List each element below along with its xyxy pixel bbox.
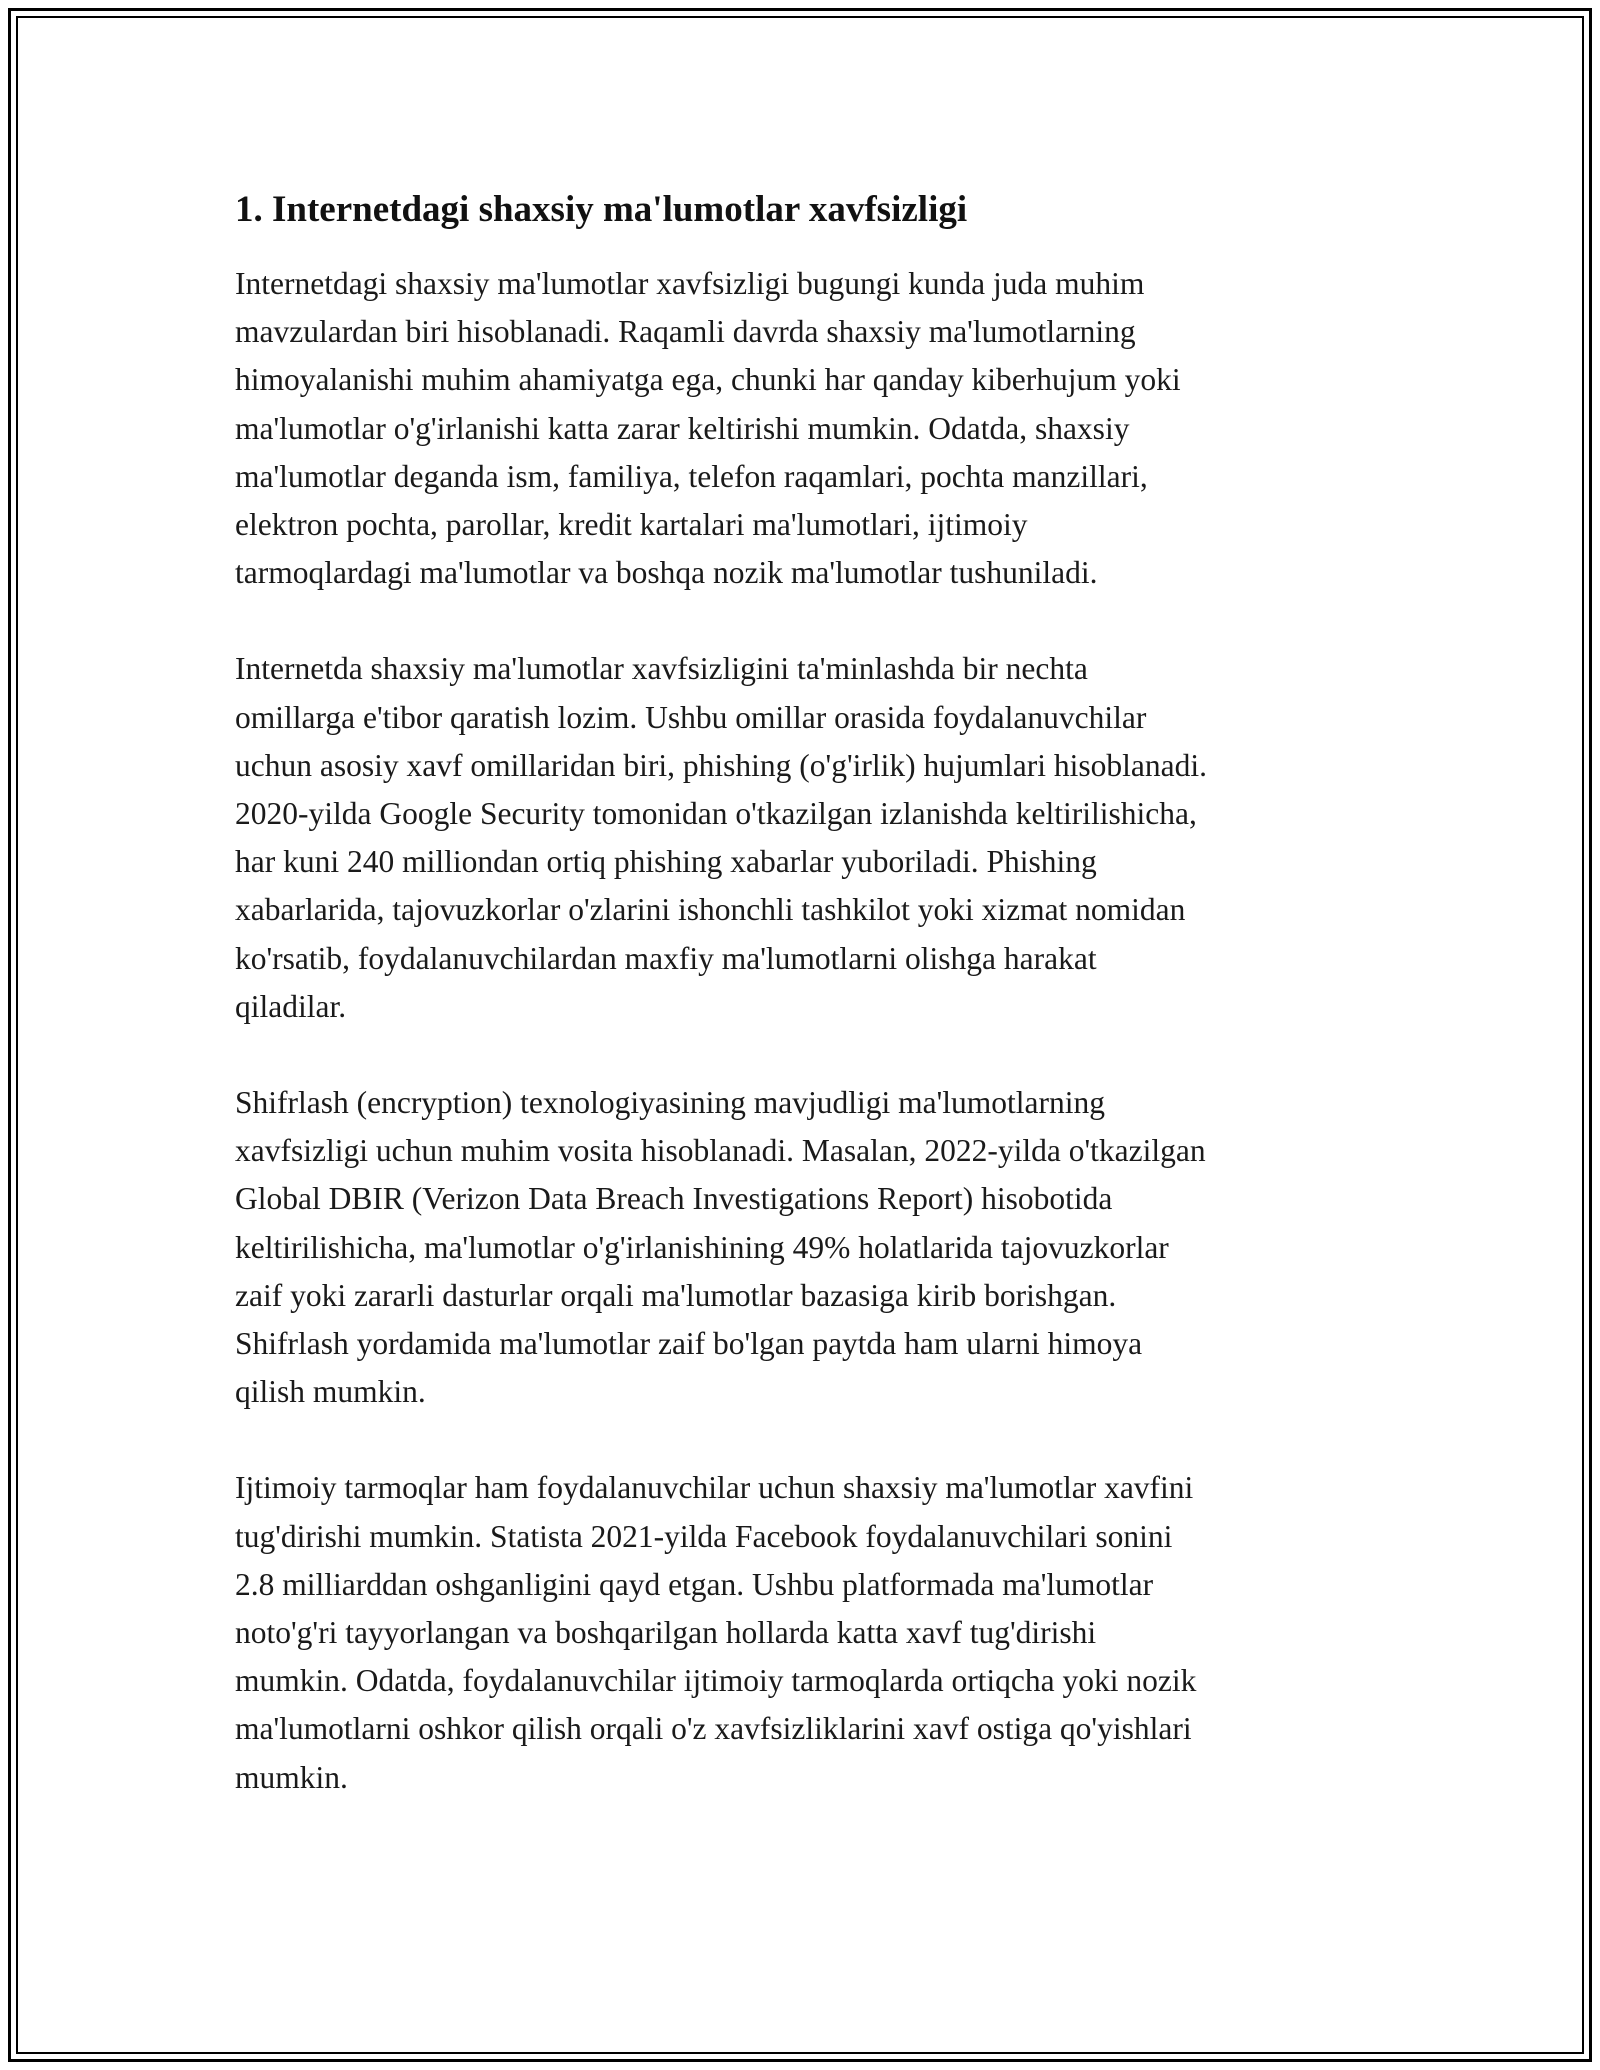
paragraph-line: elektron pochta, parollar, kredit kartalari ma'lumotlari, ijtimoiy: [235, 507, 1028, 543]
paragraph: [235, 1079, 1375, 1416]
paragraph-line: noto'g'ri tayyorlangan va boshqarilgan hollarda katta xavf tug'dirishi: [235, 1615, 1097, 1651]
paragraph: [235, 645, 1375, 1031]
paragraph-line: xabarlarida, tajovuzkorlar o'zlarini ishonchli tashkilot yoki xizmat nomidan: [235, 892, 1186, 928]
paragraph-line: omillarga e'tibor qaratish lozim. Ushbu omillar orasida foydalanuvchilar: [235, 699, 1147, 735]
paragraph-line: har kuni 240 milliondan ortiq phishing xabarlar yuboriladi. Phishing: [235, 844, 1097, 880]
paragraph-line: Shifrlash (encryption) texnologiyasining mavjudligi ma'lumotlarning: [235, 1085, 1106, 1121]
section-heading: 1. Internetdagi shaxsiy ma'lumotlar xavfsizligi: [235, 189, 968, 230]
paragraph-line: uchun asosiy xavf omillaridan biri, phishing (o'g'irlik) hujumlari hisoblanadi.: [235, 747, 1207, 783]
paragraph-line: keltirilishicha, ma'lumotlar o'g'irlanishining 49% holatlarida tajovuzkorlar: [235, 1229, 1169, 1265]
paragraph-line: ma'lumotlarni oshkor qilish orqali o'z xavfsizliklarini xavf ostiga qo'yishlari: [235, 1711, 1192, 1747]
paragraph-line: ko'rsatib, foydalanuvchilardan maxfiy ma'lumotlarni olishga harakat: [235, 940, 1097, 976]
document-body: [235, 186, 1375, 1850]
paragraph-line: Ijtimoiy tarmoqlar ham foydalanuvchilar uchun shaxsiy ma'lumotlar xavfini: [235, 1470, 1194, 1506]
paragraph-line: tug'dirishi mumkin. Statista 2021-yilda Facebook foydalanuvchilari sonini: [235, 1518, 1173, 1554]
paragraph-line: mumkin. Odatda, foydalanuvchilar ijtimoiy tarmoqlarda ortiqcha yoki nozik: [235, 1663, 1197, 1699]
paragraph-line: qilish mumkin.: [235, 1374, 426, 1410]
paragraph-line: 2020-yilda Google Security tomonidan o'tkazilgan izlanishda keltirilishicha,: [235, 796, 1197, 832]
paragraph-line: himoyalanishi muhim ahamiyatga ega, chunki har qanday kiberhujum yoki: [235, 362, 1181, 398]
paragraph-line: ma'lumotlar deganda ism, familiya, telefon raqamlari, pochta manzillari,: [235, 458, 1148, 494]
paragraph-line: ma'lumotlar o'g'irlanishi katta zarar keltirishi mumkin. Odatda, shaxsiy: [235, 410, 1130, 446]
paragraph-line: xavfsizligi uchun muhim vosita hisoblanadi. Masalan, 2022-yilda o'tkazilgan: [235, 1133, 1206, 1169]
paragraph-line: Internetda shaxsiy ma'lumotlar xavfsizligini ta'minlashda bir nechta: [235, 651, 1088, 687]
paragraph-line: qiladilar.: [235, 988, 347, 1024]
paragraph: [235, 1464, 1375, 1801]
paragraph: [235, 260, 1375, 597]
paragraph-line: mavzulardan biri hisoblanadi. Raqamli davrda shaxsiy ma'lumotlarning: [235, 314, 1136, 350]
paragraph-line: Global DBIR (Verizon Data Breach Investigations Report) hisobotida: [235, 1181, 1113, 1217]
paragraph-line: tarmoqlardagi ma'lumotlar va boshqa nozik ma'lumotlar tushuniladi.: [235, 555, 1098, 591]
paragraph-list: [235, 260, 1375, 1802]
paragraph-line: Internetdagi shaxsiy ma'lumotlar xavfsizligi bugungi kunda juda muhim: [235, 266, 1145, 301]
paragraph-line: 2.8 milliarddan oshganligini qayd etgan. Ushbu platformada ma'lumotlar: [235, 1566, 1154, 1602]
paragraph-line: Shifrlash yordamida ma'lumotlar zaif bo'lgan paytda ham ularni himoya: [235, 1326, 1143, 1362]
paragraph-line: mumkin.: [235, 1759, 348, 1795]
paragraph-line: zaif yoki zararli dasturlar orqali ma'lumotlar bazasiga kirib borishgan.: [235, 1277, 1117, 1313]
